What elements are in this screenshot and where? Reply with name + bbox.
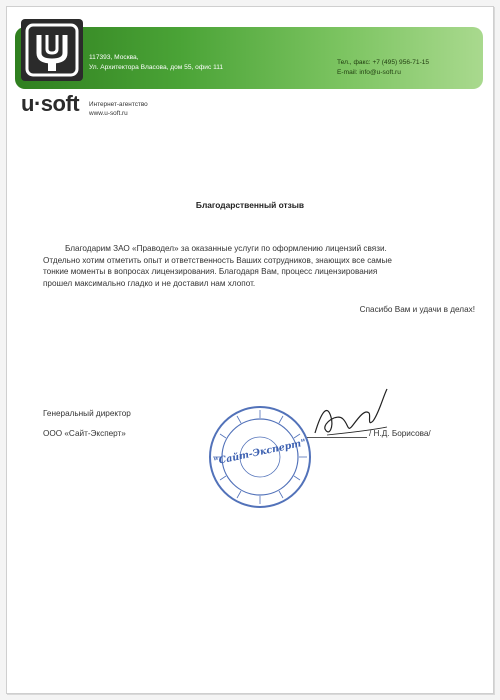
agency-caption	[89, 100, 148, 118]
body-line: тонкие моменты в вопросах лицензирования. Благодаря Вам, процесс лицензирования	[43, 267, 378, 277]
phone-fax: Тел., факс: +7 (495) 956-71-15	[337, 59, 430, 66]
address-line: 117393, Москва,	[89, 54, 139, 61]
signature-line	[307, 437, 367, 438]
brand-logo	[21, 19, 83, 81]
handwritten-signature	[307, 383, 397, 453]
letter-page	[6, 6, 494, 694]
agency-website: www.u-soft.ru	[89, 110, 128, 117]
letter-title: Благодарственный отзыв	[195, 200, 305, 210]
signatory-name: / Н.Д. Борисова/	[369, 429, 431, 438]
logo-icon	[21, 19, 83, 81]
signatory-company: ООО «Сайт-Эксперт»	[43, 429, 126, 438]
agency-type: Интернет-агентство	[89, 101, 148, 108]
address-line: Ул. Архитектора Власова, дом 55, офис 111	[89, 63, 224, 71]
signatory-position: Генеральный директор	[43, 409, 131, 418]
body-line: прошел максимально гладко и не доставил нам хлопот.	[43, 278, 256, 288]
body-line: Благодарим ЗАО «Праводел» за оказанные услуги по оформлению лицензий связи.	[65, 244, 387, 253]
stamp-center-text: "Сайт-Эксперт"	[212, 437, 308, 468]
company-address	[89, 53, 223, 72]
letter-body	[43, 243, 475, 289]
company-contacts	[337, 58, 429, 77]
body-line: Отдельно хотим отметить опыт и ответственность Ваших сотрудников, знающих все самые	[43, 255, 392, 265]
letter-closing: Спасибо Вам и удачи в делах!	[359, 305, 475, 314]
email: E-mail: info@u-soft.ru	[337, 68, 401, 76]
brand-name: u·soft	[21, 91, 80, 116]
